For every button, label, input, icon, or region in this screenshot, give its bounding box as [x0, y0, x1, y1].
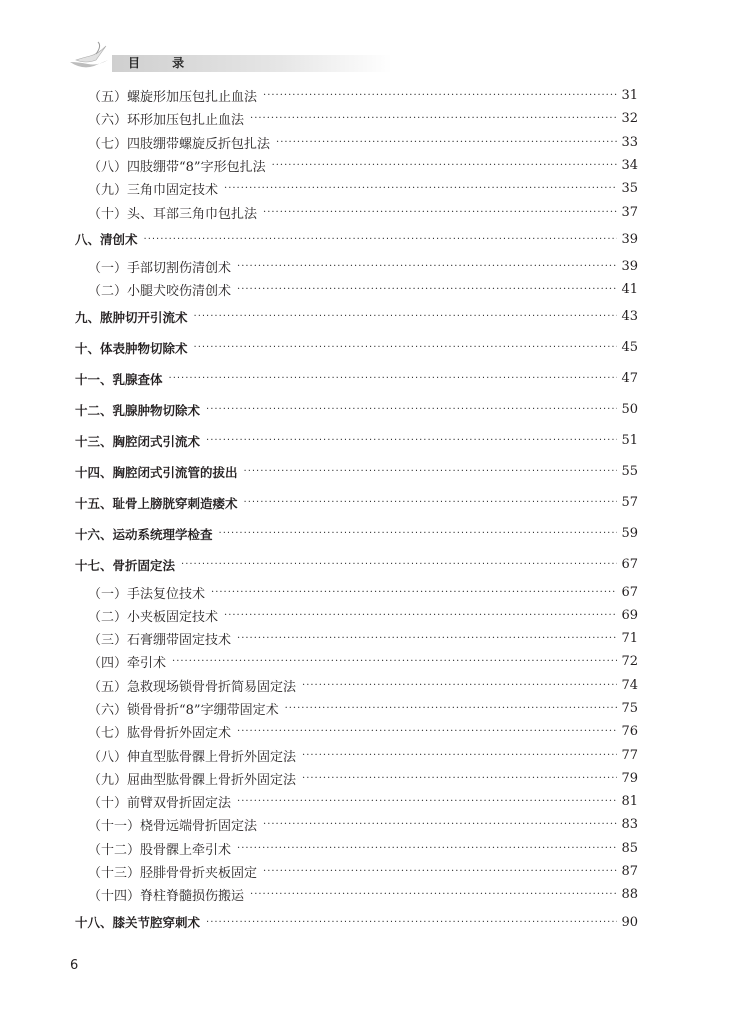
dot-leader [237, 843, 617, 854]
toc-section-entry[interactable] [75, 743, 638, 766]
entry-title: （十四）脊柱脊髓损伤搬运 [88, 889, 245, 905]
entry-title: （十）头、耳部三角巾包扎法 [88, 206, 258, 222]
entry-title: 十七、骨折固定法 [75, 557, 176, 573]
entry-page: 39 [621, 258, 638, 274]
entry-page: 45 [621, 340, 638, 356]
dot-leader [285, 703, 618, 714]
page-number: 6 [70, 958, 79, 973]
entry-page: 43 [621, 309, 638, 325]
entry-page: 87 [621, 864, 638, 880]
entry-page: 83 [621, 817, 638, 833]
dot-leader [219, 528, 618, 539]
entry-title: （五）急救现场锁骨骨折简易固定法 [88, 679, 297, 695]
toc-chapter-entry[interactable] [75, 425, 638, 456]
entry-page: 72 [621, 654, 638, 670]
dot-leader [194, 342, 618, 353]
dot-leader [237, 261, 617, 272]
toc-chapter-entry[interactable] [75, 456, 638, 487]
entry-page: 51 [621, 433, 638, 449]
entry-title: （二）小夹板固定技术 [88, 609, 219, 625]
toc-section-entry[interactable] [75, 837, 638, 860]
entry-page: 88 [621, 887, 638, 903]
entry-page: 71 [621, 631, 638, 647]
page-title: 目 录 [128, 56, 199, 70]
entry-title: （七）肱骨骨折外固定术 [88, 726, 232, 742]
entry-page: 77 [621, 747, 638, 763]
dot-leader [237, 726, 617, 737]
toc-chapter-entry[interactable] [75, 301, 638, 332]
entry-page: 37 [621, 204, 638, 220]
entry-title: （十二）股骨髁上牵引术 [88, 842, 232, 858]
dot-leader [250, 113, 617, 124]
entry-page: 59 [621, 526, 638, 542]
entry-title: 十二、乳腺肿物切除术 [75, 402, 201, 418]
entry-page: 67 [621, 557, 638, 573]
toc-section-entry[interactable] [75, 860, 638, 883]
entry-title: 八、清创术 [75, 232, 138, 248]
dot-leader [224, 183, 617, 194]
dot-leader [263, 866, 617, 877]
entry-page: 50 [621, 402, 638, 418]
dot-leader [302, 773, 617, 784]
entry-title: 十三、胸腔闭式引流术 [75, 433, 201, 449]
toc-chapter-entry[interactable] [75, 394, 638, 425]
entry-title: 十四、胸腔闭式引流管的拔出 [75, 464, 238, 480]
dot-leader [244, 497, 618, 508]
toc-section-entry[interactable] [75, 200, 638, 223]
toc-section-entry[interactable] [75, 580, 638, 603]
dot-leader [263, 207, 617, 218]
dot-leader [224, 610, 617, 621]
entry-title: （十三）胫腓骨骨折夹板固定 [88, 866, 258, 882]
toc-section-entry[interactable] [75, 720, 638, 743]
entry-title: 十八、膝关节腔穿刺术 [75, 915, 201, 931]
dot-leader [302, 750, 617, 761]
toc-section-entry[interactable] [75, 131, 638, 154]
dot-leader [206, 435, 617, 446]
entry-page: 34 [621, 158, 638, 174]
entry-title: （十）前臂双骨折固定法 [88, 796, 232, 812]
entry-title: （十一）桡骨远端骨折固定法 [88, 819, 258, 835]
toc-chapter-entry[interactable] [75, 332, 638, 363]
entry-title: （六）锁骨骨折“8”字绷带固定术 [88, 703, 279, 718]
entry-title: 九、脓肿切开引流术 [75, 309, 188, 325]
entry-page: 69 [621, 607, 638, 623]
toc-chapter-entry[interactable] [75, 363, 638, 394]
toc-section-entry[interactable] [75, 107, 638, 130]
dot-leader [206, 404, 617, 415]
toc-section-entry[interactable] [75, 650, 638, 673]
toc-section-entry[interactable] [75, 278, 638, 301]
entry-title: （七）四肢绷带螺旋反折包扎法 [88, 136, 271, 152]
entry-page: 55 [621, 464, 638, 480]
entry-page: 39 [621, 231, 638, 247]
dot-leader [263, 819, 617, 830]
dot-leader [237, 633, 617, 644]
entry-title: （五）螺旋形加压包扎止血法 [88, 90, 258, 106]
entry-title: 十六、运动系统理学检查 [75, 526, 213, 542]
entry-title: （二）小腿犬咬伤清创术 [88, 284, 232, 300]
entry-page: 85 [621, 840, 638, 856]
entry-title: （一）手部切割伤清创术 [88, 260, 232, 276]
dot-leader [172, 656, 617, 667]
toc-section-entry[interactable] [75, 604, 638, 627]
entry-page: 81 [621, 794, 638, 810]
entry-page: 31 [621, 88, 638, 104]
entry-title: （九）三角巾固定技术 [88, 183, 219, 199]
toc-chapter-entry[interactable] [75, 487, 638, 518]
entry-page: 67 [621, 584, 638, 600]
dot-leader [272, 160, 618, 171]
entry-page: 57 [621, 495, 638, 511]
dot-leader [250, 889, 617, 900]
toc-section-entry[interactable] [75, 84, 638, 107]
book-logo-icon [68, 40, 112, 74]
toc-chapter-entry[interactable] [75, 224, 638, 255]
dot-leader [194, 311, 618, 322]
toc-section-entry[interactable] [75, 697, 638, 720]
entry-title: （四）牵引术 [88, 656, 167, 672]
dot-leader [144, 234, 618, 245]
entry-title: （一）手法复位技术 [88, 586, 206, 602]
dot-leader [244, 466, 618, 477]
toc-chapter-entry[interactable] [75, 549, 638, 580]
entry-title: 十、体表肿物切除术 [75, 340, 188, 356]
entry-page: 33 [621, 134, 638, 150]
toc-section-entry[interactable] [75, 883, 638, 906]
entry-page: 47 [621, 371, 638, 387]
toc-chapter-entry[interactable] [75, 907, 638, 938]
entry-page: 90 [621, 914, 638, 930]
dot-leader [169, 373, 618, 384]
entry-page: 79 [621, 770, 638, 786]
toc-section-entry[interactable] [75, 813, 638, 836]
dot-leader [206, 917, 617, 928]
entry-title: （八）四肢绷带“8”字形包扎法 [88, 160, 266, 176]
dot-leader [181, 559, 617, 570]
toc-section-entry[interactable] [75, 255, 638, 278]
dot-leader [302, 680, 617, 691]
dot-leader [237, 284, 617, 295]
toc-section-entry[interactable] [75, 790, 638, 813]
dot-leader [276, 137, 617, 148]
entry-title: （八）伸直型肱骨髁上骨折外固定法 [88, 749, 297, 765]
toc-section-entry[interactable] [75, 177, 638, 200]
entry-title: 十五、耻骨上膀胱穿刺造瘘术 [75, 495, 238, 511]
entry-title: （九）屈曲型肱骨髁上骨折外固定法 [88, 772, 297, 788]
entry-page: 75 [621, 701, 638, 716]
entry-title: （六）环形加压包扎止血法 [88, 113, 245, 129]
entry-page: 35 [621, 181, 638, 197]
dot-leader [263, 90, 617, 101]
entry-page: 76 [621, 724, 638, 740]
entry-title: 十一、乳腺查体 [75, 371, 163, 387]
entry-title: （三）石膏绷带固定技术 [88, 633, 232, 649]
entry-page: 41 [621, 282, 638, 298]
toc-chapter-entry[interactable] [75, 518, 638, 549]
dot-leader [211, 587, 617, 598]
entry-page: 32 [621, 111, 638, 127]
dot-leader [237, 796, 617, 807]
toc-section-entry[interactable] [75, 627, 638, 650]
toc-section-entry[interactable] [75, 767, 638, 790]
toc-section-entry[interactable] [75, 674, 638, 697]
toc-section-entry[interactable] [75, 154, 638, 177]
entry-page: 74 [621, 677, 638, 693]
table-of-contents [75, 84, 638, 938]
